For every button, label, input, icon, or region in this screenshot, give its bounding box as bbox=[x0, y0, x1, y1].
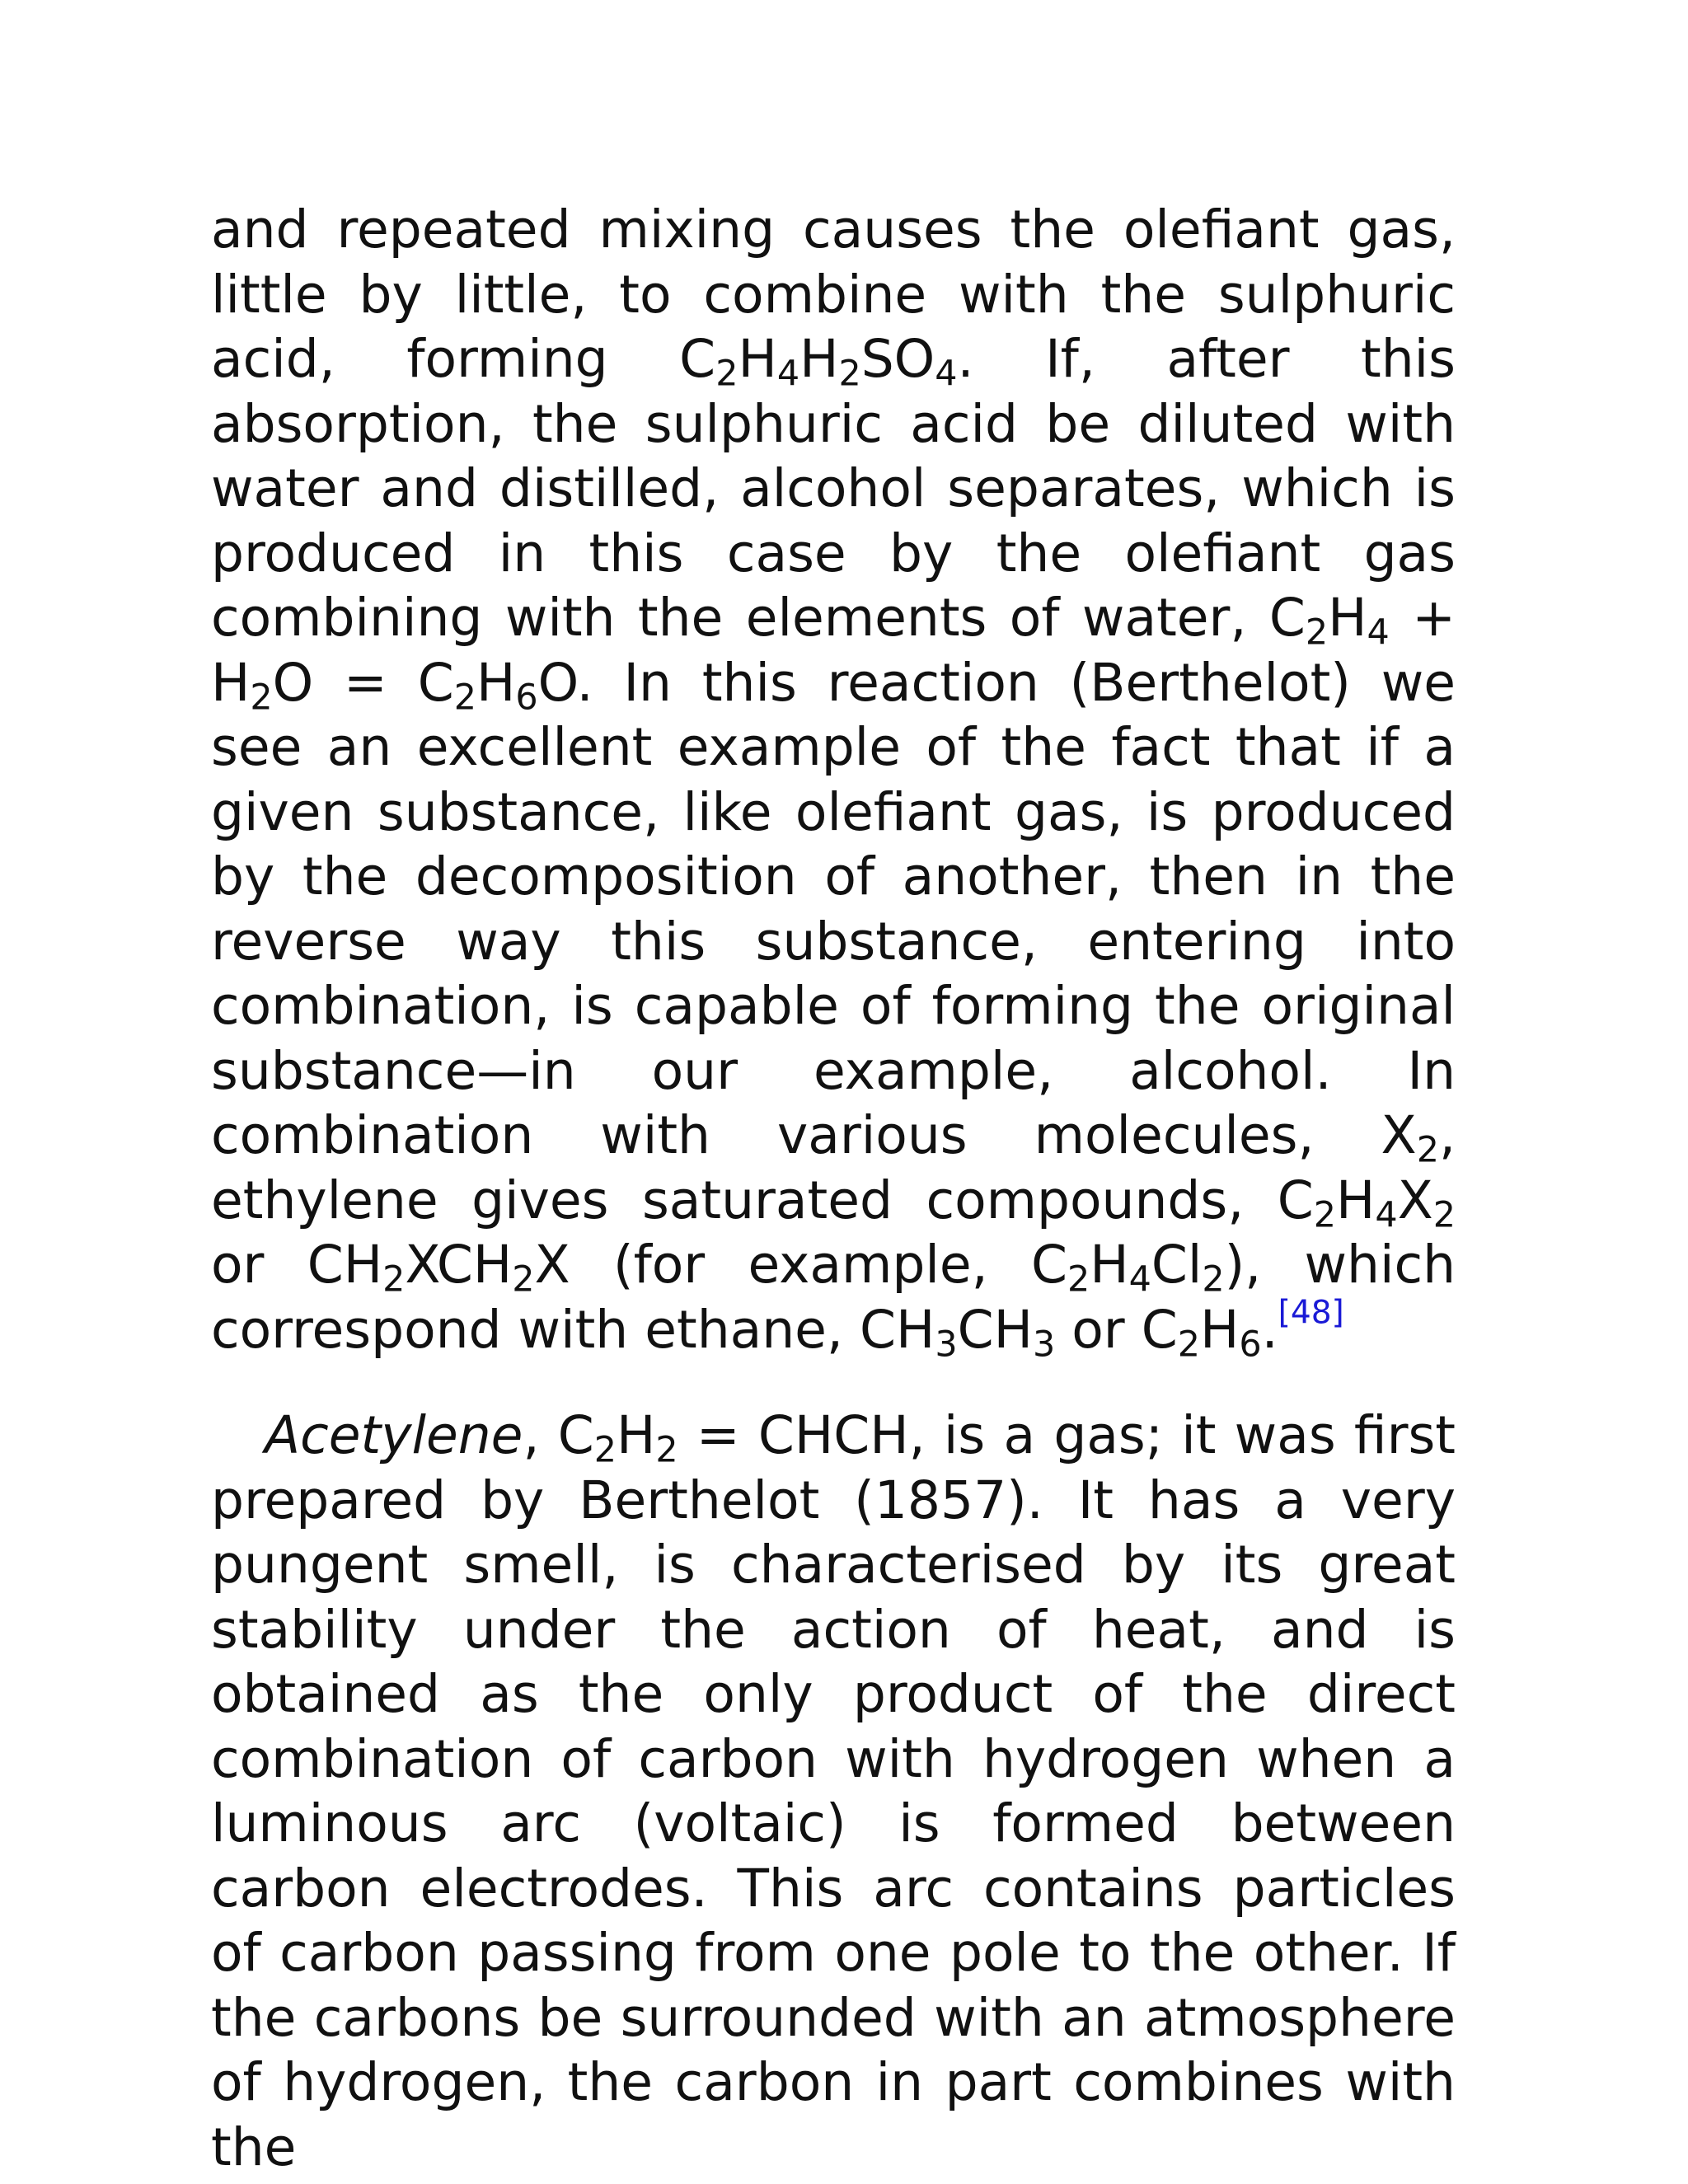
subscript: 2 bbox=[1432, 1194, 1456, 1236]
paragraph-ethylene bbox=[211, 198, 1456, 1366]
text-run: SO bbox=[860, 329, 935, 389]
text-run: or C bbox=[1055, 1299, 1178, 1360]
subscript: 4 bbox=[1128, 1258, 1151, 1301]
text-run: or CH bbox=[211, 1235, 383, 1295]
text-run: O. In this reaction (Berthelot) we see an excellent example of the fact that if a given substance, like olefiant gas, is produced by the decomposition of another, then in the reverse way this substance, entering into combination, is capable of forming the original substance—in our example, alcohol. In combination with various molecules, X bbox=[211, 652, 1456, 1165]
text-run: X bbox=[1397, 1169, 1433, 1230]
paragraph-acetylene bbox=[211, 1404, 1456, 2180]
subscript: 2 bbox=[593, 1429, 617, 1471]
subscript: 2 bbox=[1305, 612, 1329, 654]
text-run: O = C bbox=[272, 652, 454, 713]
text-run: CH bbox=[957, 1299, 1033, 1360]
subscript: 4 bbox=[1367, 612, 1390, 654]
subscript: 2 bbox=[1202, 1258, 1225, 1301]
text-run: X (for example, C bbox=[534, 1235, 1067, 1295]
subscript: 3 bbox=[935, 1324, 958, 1366]
subscript: 4 bbox=[1375, 1194, 1398, 1236]
subscript: 2 bbox=[382, 1258, 406, 1301]
subscript: 2 bbox=[512, 1258, 535, 1301]
text-run: = CHCH, is a gas; it was first prepared by Berthelot (1857). It has a very pungent smell, is characterised by its great stability under the action of heat, and is obtained as the only product of the direct combination of carbon with hydrogen when a luminous arc (voltaic) is formed between carbon electrodes. This arc contains particles of carbon passing from one pole to the other. If the carbons be surrounded with an atmosphere of hydrogen, the carbon in part combines with the bbox=[211, 1405, 1456, 2177]
text-run: H bbox=[738, 329, 777, 389]
subscript: 2 bbox=[1177, 1324, 1200, 1366]
text-run: H bbox=[799, 329, 839, 389]
text-run: + H bbox=[211, 588, 1456, 713]
text-run: H bbox=[1199, 1299, 1240, 1360]
subscript: 3 bbox=[1032, 1324, 1056, 1366]
subscript: 6 bbox=[1239, 1324, 1262, 1366]
subscript: 4 bbox=[776, 353, 800, 395]
text-run: . If, after this absorption, the sulphuric acid be diluted with water and distilled, alcohol separates, which is produced in this case by the olefiant gas combining with the elements of water, C bbox=[211, 329, 1456, 648]
italic-term: Acetylene bbox=[265, 1405, 523, 1465]
text-run: and repeated mixing causes the olefiant gas, little by little, to combine with the sulphuric acid, forming C bbox=[211, 199, 1456, 389]
text-run: Cl bbox=[1151, 1235, 1203, 1295]
subscript: 4 bbox=[935, 353, 958, 395]
subscript: 2 bbox=[715, 353, 738, 395]
text-run: ), which correspond with ethane, CH bbox=[211, 1235, 1456, 1360]
body-text bbox=[211, 198, 1456, 2180]
subscript: 2 bbox=[1313, 1194, 1336, 1236]
subscript: 2 bbox=[1416, 1129, 1439, 1171]
text-run: H bbox=[1335, 1169, 1376, 1230]
text-run: XCH bbox=[405, 1235, 513, 1295]
subscript: 2 bbox=[250, 677, 273, 719]
text-run: H bbox=[1328, 588, 1367, 648]
text-run: H bbox=[476, 652, 516, 713]
text-run: H bbox=[616, 1405, 656, 1465]
subscript: 2 bbox=[453, 677, 476, 719]
subscript: 2 bbox=[1067, 1258, 1090, 1301]
text-run: H bbox=[1090, 1235, 1129, 1295]
subscript: 6 bbox=[515, 677, 538, 719]
subscript: 2 bbox=[838, 353, 861, 395]
footnote-link[interactable]: [48] bbox=[1278, 1294, 1344, 1332]
text-run: . bbox=[1261, 1299, 1278, 1360]
text-run: , ethylene gives saturated compounds, C bbox=[211, 1105, 1456, 1230]
subscript: 2 bbox=[655, 1429, 678, 1471]
text-run: , C bbox=[523, 1405, 594, 1465]
